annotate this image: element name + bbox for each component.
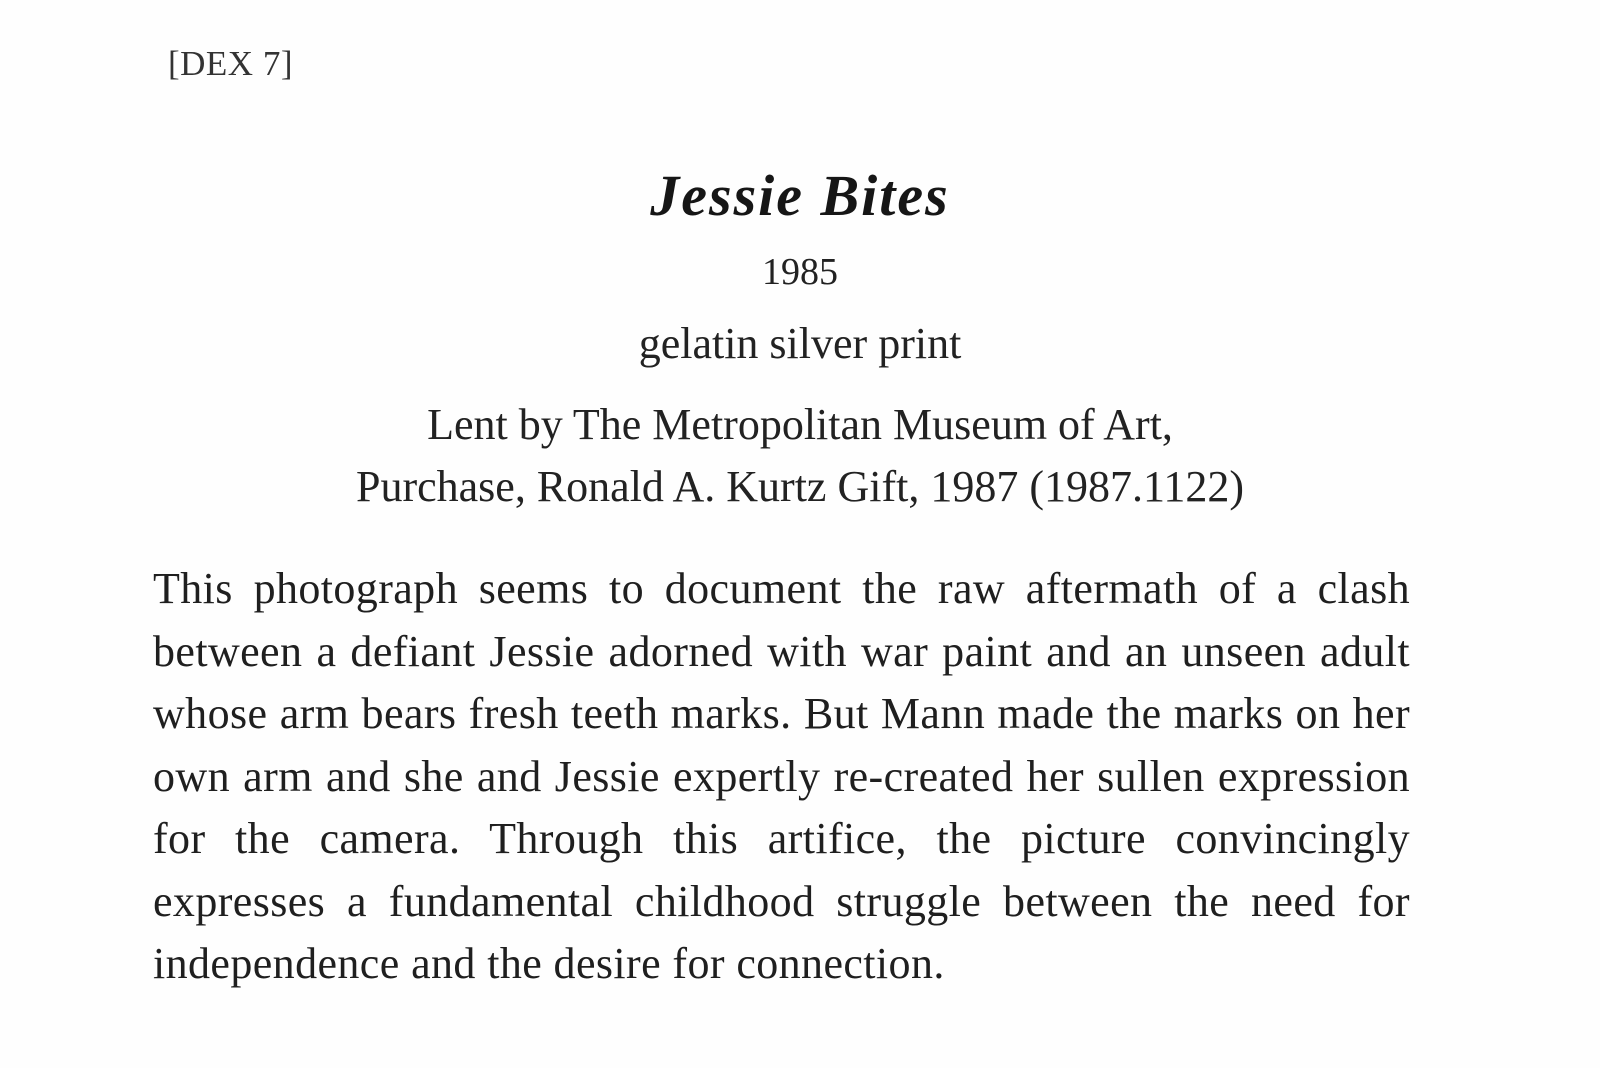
- artwork-year: 1985: [762, 251, 838, 293]
- credit-line-acquisition: Purchase, Ronald A. Kurtz Gift, 1987 (1987.1122): [355, 462, 1244, 511]
- catalog-label-code: [DEX 7]: [168, 44, 293, 83]
- credit-line-lender: Lent by The Metropolitan Museum of Art,: [427, 400, 1173, 449]
- artwork-description: This photograph seems to document the raw aftermath of a clash between a defiant Jessie adorned with war paint and an unseen adult whose arm bears fresh teeth marks. But Mann made the marks on her own arm and she and Jessie expertly re-created her sullen expression for the camera. Through this artifice, the picture convincingly expresses a fundamental childhood struggle between the need for independence and the desire for connection.: [153, 564, 1410, 988]
- artwork-heading: [0, 160, 1600, 518]
- artwork-title: Jessie Bites: [650, 163, 950, 228]
- artwork-medium: gelatin silver print: [638, 319, 962, 368]
- credit-line: [0, 394, 1600, 518]
